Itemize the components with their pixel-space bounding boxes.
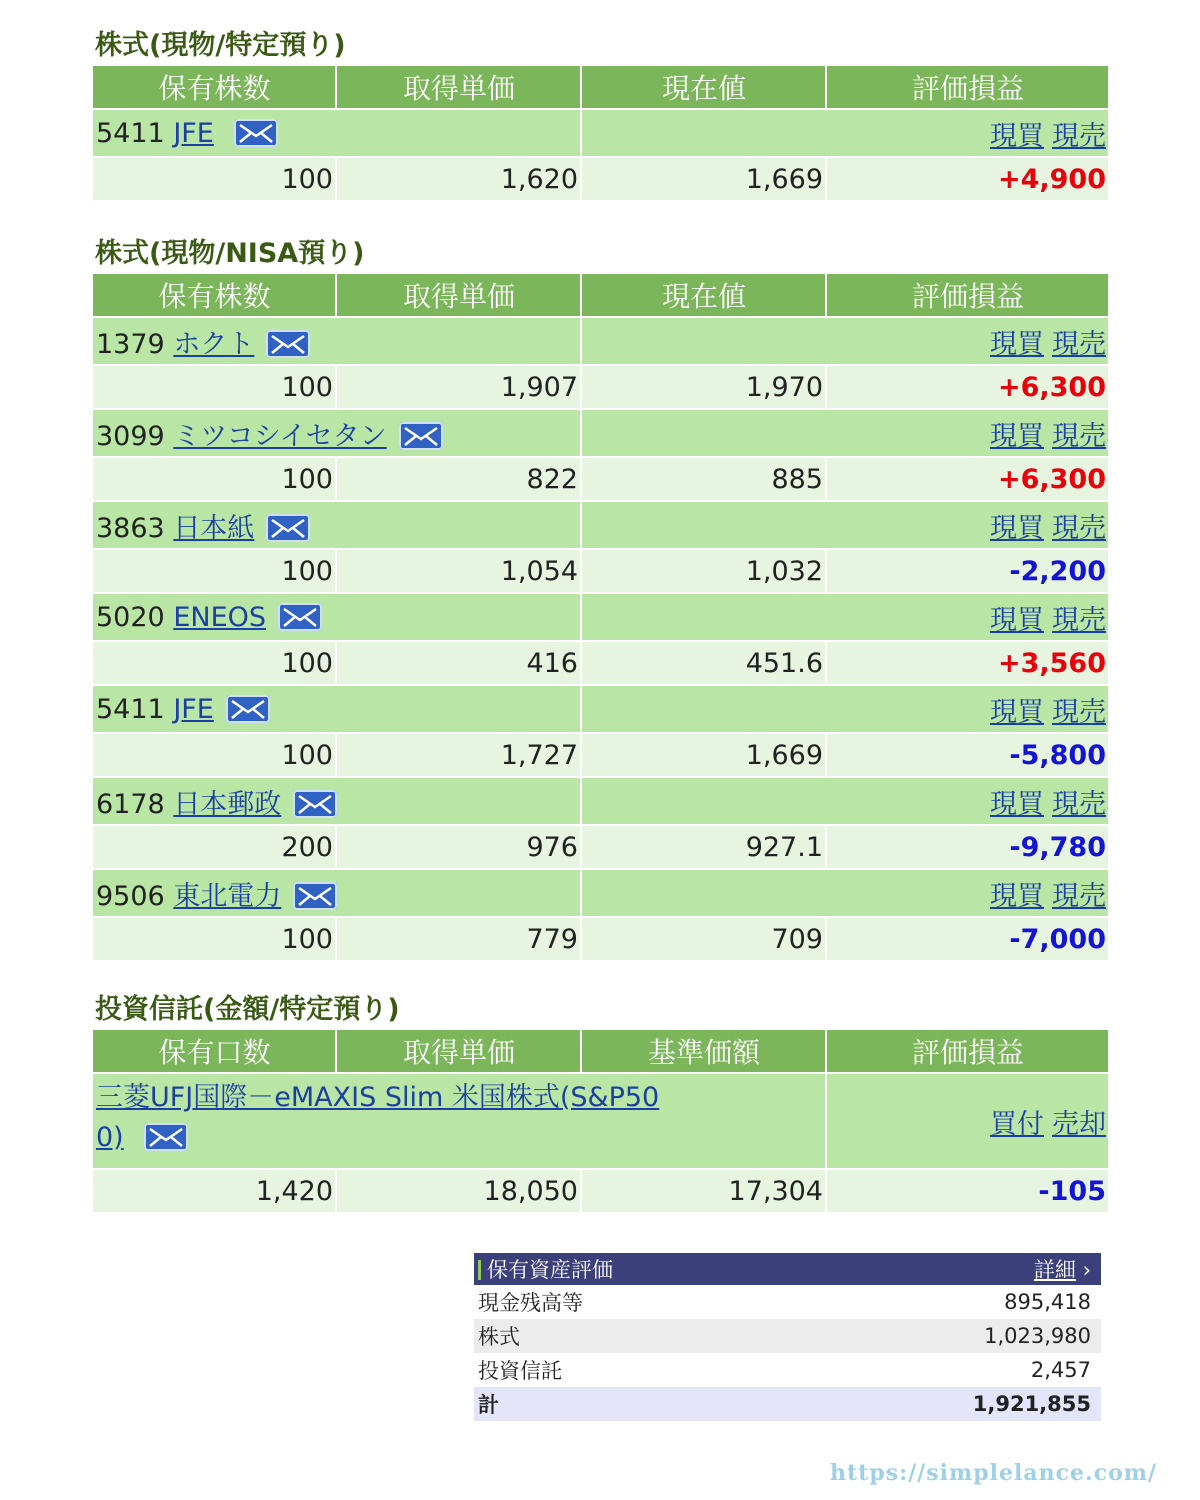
buy-link[interactable]: 現買: [990, 788, 1044, 820]
cost-value: 1,054: [336, 549, 581, 593]
pl-value: +3,560: [826, 641, 1108, 685]
pl-value: -9,780: [826, 825, 1108, 869]
table-row: [93, 917, 1108, 960]
table-row: [93, 777, 1108, 825]
summary-label: 現金残高等: [474, 1285, 806, 1319]
sell-link[interactable]: 売却: [1052, 1108, 1106, 1140]
header-quantity: 保有株数: [93, 274, 336, 317]
mail-icon[interactable]: [293, 882, 337, 910]
cost-value: 18,050: [336, 1169, 581, 1212]
pl-value: +4,900: [826, 157, 1108, 200]
table-row: [93, 685, 1108, 733]
fund-name-line2: 0): [96, 1122, 124, 1153]
price-value: 1,032: [581, 549, 826, 593]
summary-row-stock: [474, 1319, 1101, 1353]
watermark: https://simplelance.com/: [830, 1460, 1158, 1486]
quantity-value: 100: [93, 365, 336, 409]
buy-link[interactable]: 現買: [990, 512, 1044, 544]
buy-link[interactable]: 現買: [990, 420, 1044, 452]
stock-name-link[interactable]: 日本紙: [173, 512, 255, 544]
stock-name-link[interactable]: 東北電力: [173, 880, 282, 912]
table-row: [93, 317, 1108, 365]
table-row: [93, 365, 1108, 409]
price-value: 1,669: [581, 157, 826, 200]
section-title: 株式(現物/特定預り): [95, 30, 346, 61]
stock-name-link[interactable]: JFE: [173, 693, 214, 725]
cost-value: 822: [336, 457, 581, 501]
summary-value: 2,457: [806, 1353, 1101, 1387]
holdings-table: [93, 66, 1108, 200]
summary-label: 計: [474, 1387, 806, 1421]
section-stock-tokutei: [93, 26, 1108, 200]
stock-name-link[interactable]: JFE: [173, 117, 214, 149]
summary-value: 1,023,980: [806, 1319, 1101, 1353]
mail-icon[interactable]: [144, 1123, 188, 1151]
price-value: 885: [581, 457, 826, 501]
stock-code: 9506: [96, 880, 165, 912]
stock-name-link[interactable]: ミツコシイセタン: [173, 420, 387, 452]
fund-name-line1: 三菱UFJ国際－eMAXIS Slim 米国株式(S&P50: [96, 1082, 660, 1113]
table-row: [93, 549, 1108, 593]
table-row: [93, 501, 1108, 549]
table-row: [93, 409, 1108, 457]
buy-link[interactable]: 現買: [990, 880, 1044, 912]
accent-bar: [478, 1260, 481, 1280]
quantity-value: 100: [93, 549, 336, 593]
header-pl: 評価損益: [826, 274, 1108, 317]
summary-row-fund: [474, 1353, 1101, 1387]
stock-name-link[interactable]: ホクト: [173, 328, 255, 360]
summary-row-cash: [474, 1285, 1101, 1319]
table-row: [93, 1169, 1108, 1212]
quantity-value: 100: [93, 157, 336, 200]
table-row: [93, 733, 1108, 777]
section-title: 株式(現物/NISA預り): [95, 238, 365, 269]
buy-link[interactable]: 現買: [990, 328, 1044, 360]
sell-link[interactable]: 現売: [1052, 788, 1106, 820]
holdings-table: [93, 274, 1108, 960]
nav-value: 17,304: [581, 1169, 826, 1212]
quantity-value: 100: [93, 457, 336, 501]
stock-code: 6178: [96, 788, 165, 820]
buy-link[interactable]: 現買: [990, 696, 1044, 728]
cost-value: 1,620: [336, 157, 581, 200]
stock-name-link[interactable]: 日本郵政: [173, 788, 282, 820]
pl-value: -5,800: [826, 733, 1108, 777]
cost-value: 1,727: [336, 733, 581, 777]
stock-code: 1379: [96, 328, 165, 360]
asset-summary-table: [474, 1253, 1101, 1421]
pl-value: -105: [826, 1169, 1108, 1212]
header-price: 現在値: [581, 274, 826, 317]
price-value: 927.1: [581, 825, 826, 869]
sell-link[interactable]: 現売: [1052, 880, 1106, 912]
summary-row-total: [474, 1387, 1101, 1421]
mail-icon[interactable]: [234, 119, 278, 147]
price-value: 1,669: [581, 733, 826, 777]
stock-code: 5020: [96, 601, 165, 633]
pl-value: -2,200: [826, 549, 1108, 593]
header-cost: 取得単価: [336, 274, 581, 317]
cost-value: 416: [336, 641, 581, 685]
buy-link[interactable]: 現買: [990, 604, 1044, 636]
cost-value: 779: [336, 917, 581, 960]
mail-icon[interactable]: [293, 790, 337, 818]
table-row: [93, 157, 1108, 200]
section-fund-tokutei: [93, 990, 1108, 1212]
price-value: 451.6: [581, 641, 826, 685]
section-title: 投資信託(金額/特定預り): [95, 994, 400, 1025]
table-row: [93, 109, 1108, 157]
table-row: [93, 1073, 1108, 1169]
price-value: 709: [581, 917, 826, 960]
chevron-right-icon[interactable]: ›: [1082, 1258, 1091, 1282]
header-pl: 評価損益: [826, 66, 1108, 109]
cost-value: 976: [336, 825, 581, 869]
summary-label: 投資信託: [474, 1353, 806, 1387]
buy-link[interactable]: 買付: [990, 1108, 1044, 1140]
units-value: 1,420: [93, 1169, 336, 1212]
pl-value: +6,300: [826, 365, 1108, 409]
stock-code: 5411: [96, 693, 165, 725]
mail-icon[interactable]: [278, 603, 322, 631]
mail-icon[interactable]: [226, 695, 270, 723]
buy-link[interactable]: 現買: [990, 120, 1044, 152]
pl-value: +6,300: [826, 457, 1108, 501]
header-price: 現在値: [581, 66, 826, 109]
section-stock-nisa: [93, 234, 1108, 960]
header-pl: 評価損益: [826, 1030, 1108, 1073]
holdings-table: [93, 1030, 1108, 1212]
sell-link[interactable]: 現売: [1052, 696, 1106, 728]
quantity-value: 100: [93, 917, 336, 960]
table-row: [93, 869, 1108, 917]
quantity-value: 200: [93, 825, 336, 869]
header-nav: 基準価額: [581, 1030, 826, 1073]
header-cost: 取得単価: [336, 66, 581, 109]
summary-value: 1,921,855: [806, 1387, 1101, 1421]
mail-icon[interactable]: [266, 514, 310, 542]
table-row: [93, 641, 1108, 685]
table-row: [93, 825, 1108, 869]
sell-link[interactable]: 現売: [1052, 328, 1106, 360]
quantity-value: 100: [93, 733, 336, 777]
stock-code: 5411: [96, 117, 165, 149]
mail-icon[interactable]: [399, 422, 443, 450]
summary-label: 株式: [474, 1319, 806, 1353]
table-row: [93, 457, 1108, 501]
table-row: [93, 593, 1108, 641]
summary-value: 895,418: [806, 1285, 1101, 1319]
summary-title: 保有資産評価: [487, 1258, 613, 1282]
quantity-value: 100: [93, 641, 336, 685]
stock-name-link[interactable]: ENEOS: [173, 601, 267, 633]
stock-code: 3099: [96, 420, 165, 452]
header-units: 保有口数: [93, 1030, 336, 1073]
sell-link[interactable]: 現売: [1052, 604, 1106, 636]
header-quantity: 保有株数: [93, 66, 336, 109]
sell-link[interactable]: 現売: [1052, 120, 1106, 152]
mail-icon[interactable]: [266, 330, 310, 358]
header-cost: 取得単価: [336, 1030, 581, 1073]
detail-link[interactable]: 詳細: [1033, 1258, 1076, 1282]
sell-link[interactable]: 現売: [1052, 420, 1106, 452]
pl-value: -7,000: [826, 917, 1108, 960]
price-value: 1,970: [581, 365, 826, 409]
sell-link[interactable]: 現売: [1052, 512, 1106, 544]
stock-code: 3863: [96, 512, 165, 544]
cost-value: 1,907: [336, 365, 581, 409]
